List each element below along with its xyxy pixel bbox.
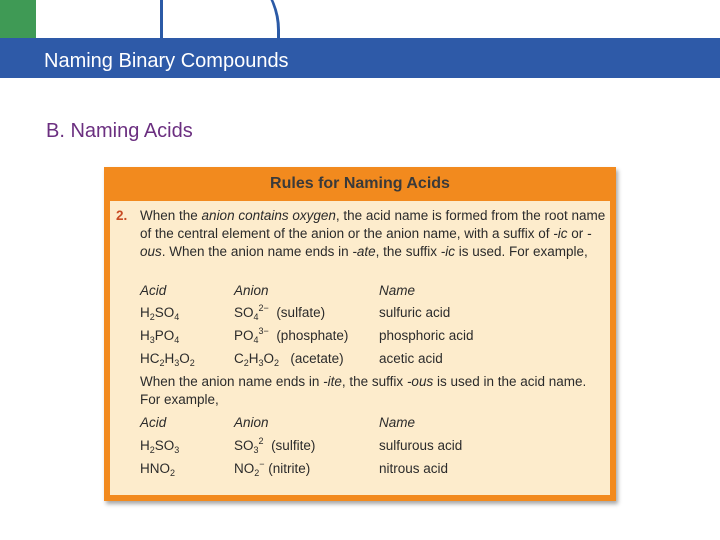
table-row: [140, 436, 610, 456]
acid-name: sulfurous acid: [379, 438, 463, 453]
rules-box: [104, 167, 616, 501]
table-row: [140, 349, 610, 369]
acid-formula: $HNO_2$: [140, 461, 176, 478]
anion-formula: $NO_2^-$ (nitrite): [234, 459, 311, 478]
anion-formula: $SO_3^2$ (sulfite): [234, 436, 316, 455]
rule-paragraph-2: When the anion name ends in -ite, the suffix -ous is used in the acid name. For example,: [140, 374, 587, 407]
acid-name: nitrous acid: [379, 461, 449, 476]
column-header-acid: Acid: [140, 283, 167, 298]
table-row: [140, 459, 610, 479]
rules-box-header: Rules for Naming Acids: [270, 175, 450, 192]
table-row: [140, 303, 610, 323]
rules-box-body: [110, 201, 610, 495]
acid-formula: $HC_2H_3O_2$: [140, 351, 195, 368]
column-header-acid: Acid: [140, 415, 167, 430]
acid-name: sulfuric acid: [379, 305, 451, 320]
slide-subtitle: B. Naming Acids: [46, 120, 193, 142]
table-1-header-row: [140, 281, 610, 301]
anion-formula: $SO_4^{2-}$ (sulfate): [234, 303, 326, 322]
slide-title: Naming Binary Compounds: [44, 50, 289, 72]
anion-formula: $PO_4^{3-}$ (phosphate): [234, 326, 349, 345]
anion-formula: $C_2H_3O_2$ (acetate): [234, 351, 344, 368]
rule-paragraph-1: When the anion contains oxygen, the acid name is formed from the root name of the central element of the anion or the anion name, with a suffix of -ic or -ous. When the anion name ends in -ate, the suffix -ic is used. For example,: [140, 208, 606, 259]
column-header-name: Name: [379, 415, 416, 430]
table-2-header-row: [140, 413, 610, 433]
acid-formula: $H_2SO_3$: [140, 438, 180, 455]
acid-formula: $H_3PO_4$: [140, 328, 180, 345]
column-header-name: Name: [379, 283, 416, 298]
acid-name: phosphoric acid: [379, 328, 474, 343]
table-row: [140, 326, 610, 346]
corner-decoration-arc: [160, 0, 280, 38]
column-header-anion: Anion: [234, 283, 269, 298]
corner-decoration-green: [0, 0, 36, 38]
acid-formula: $H_2SO_4$: [140, 305, 180, 322]
rule-number: 2.: [116, 208, 128, 223]
acid-name: acetic acid: [379, 351, 443, 366]
column-header-anion: Anion: [234, 415, 269, 430]
